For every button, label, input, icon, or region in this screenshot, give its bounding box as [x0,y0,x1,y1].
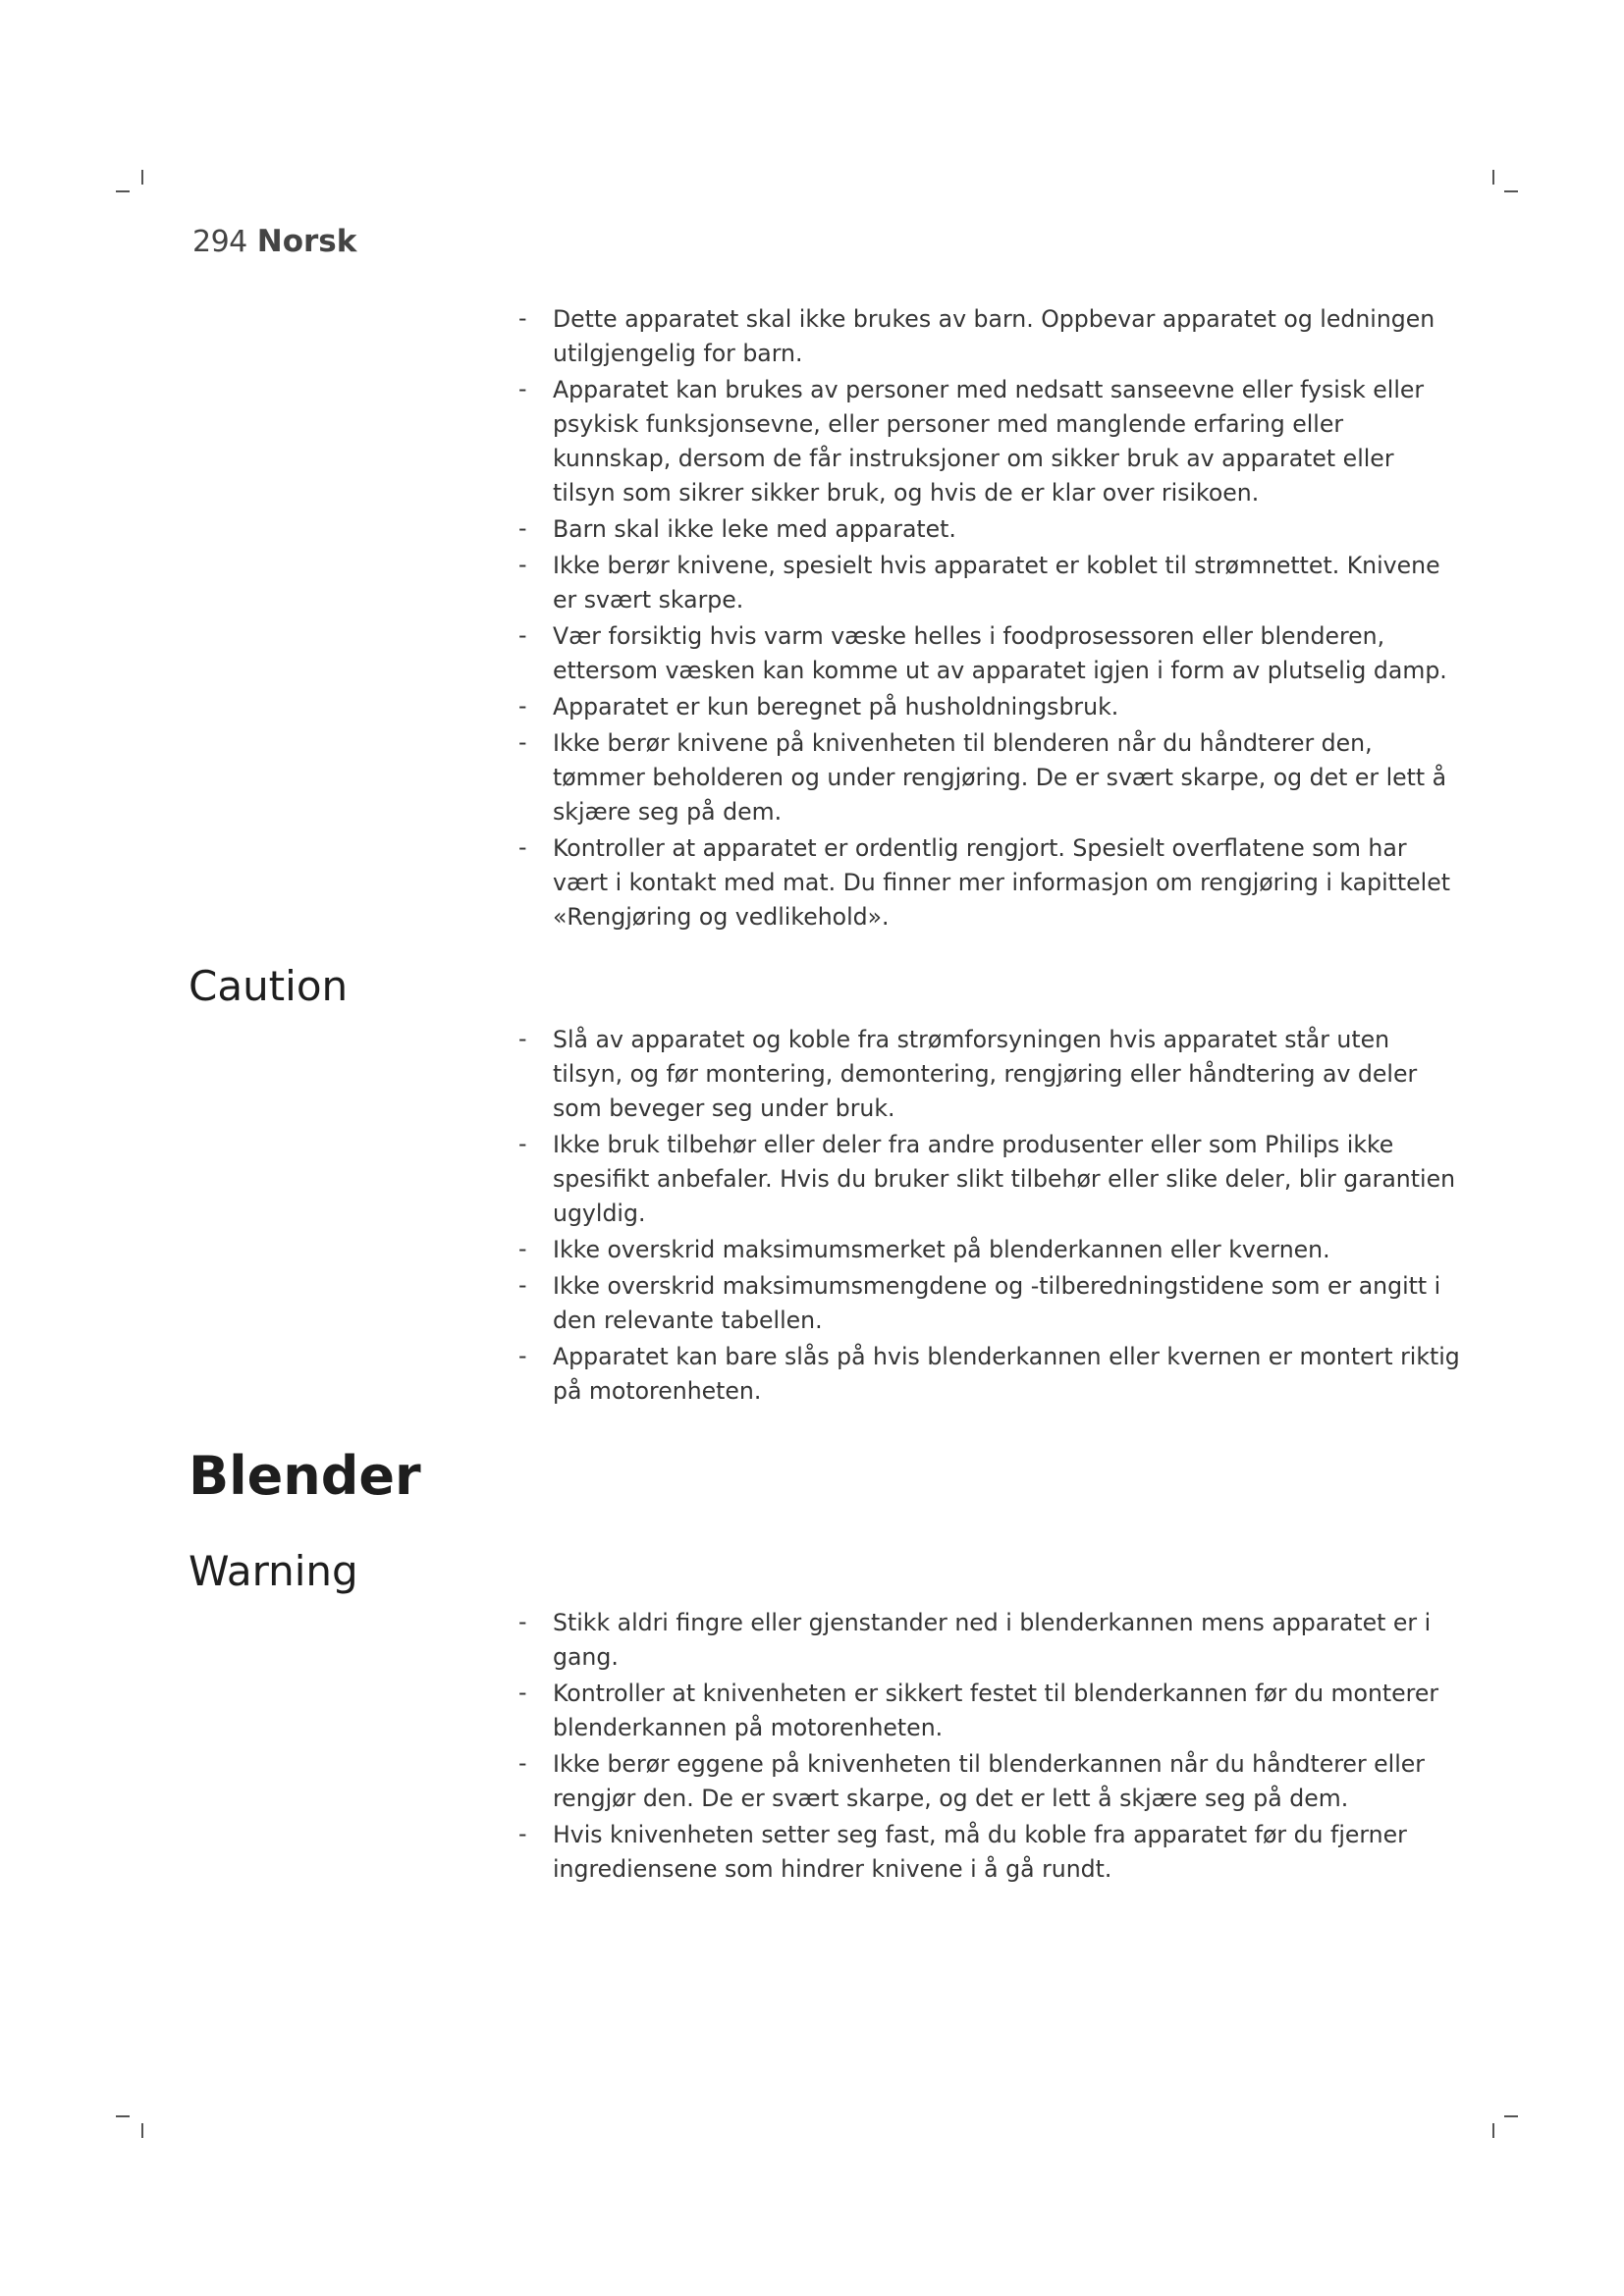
intro-safety-list [518,302,1461,936]
crop-mark-top-left-h [116,190,130,192]
crop-mark-top-left-v [141,170,143,185]
crop-mark-bottom-left-h [116,2115,130,2117]
list-item: - Apparatet kan brukes av personer med nedsatt sanseevne eller fysisk eller psykisk funksjonsevne, eller personer med manglende erfaring eller kunnskap, dersom de får instruksjoner om sikker bruk av apparatet eller tilsyn som sikrer sikker bruk, og hvis de er klar over risikoen. [518,373,1461,510]
crop-mark-top-right-v [1492,170,1494,185]
list-item: - Hvis knivenheten setter seg fast, må du koble fra apparatet før du fjerner ingrediensene som hindrer knivene i å gå rundt. [518,1818,1461,1887]
list-item: - Kontroller at knivenheten er sikkert festet til blenderkannen før du monterer blenderkannen på motorenheten. [518,1677,1461,1745]
list-item: - Ikke overskrid maksimumsmerket på blenderkannen eller kvernen. [518,1233,1461,1267]
list-item: - Stikk aldri fingre eller gjenstander ned i blenderkannen mens apparatet er i gang. [518,1606,1461,1675]
crop-mark-bottom-right-h [1504,2115,1518,2117]
caution-list [518,1023,1461,1411]
crop-mark-top-right-h [1504,190,1518,192]
blender-warning-list [518,1606,1461,1889]
list-item: - Slå av apparatet og koble fra strømforsyningen hvis apparatet står uten tilsyn, og før montering, demontering, rengjøring eller håndtering av deler som beveger seg under bruk. [518,1023,1461,1126]
list-item: - Vær forsiktig hvis varm væske helles i foodprosessoren eller blenderen, ettersom væsken kan komme ut av apparatet igjen i form av plutselig damp. [518,619,1461,688]
warning-heading: Warning [189,1547,358,1595]
crop-mark-bottom-left-v [141,2123,143,2138]
list-item: - Ikke berør knivene på knivenheten til blenderen når du håndterer den, tømmer beholderen og under rengjøring. De er svært skarpe, og det er lett å skjære seg på dem. [518,726,1461,829]
list-item: - Ikke berør eggene på knivenheten til blenderkannen når du håndterer eller rengjør den. De er svært skarpe, og det er lett å skjære seg på dem. [518,1747,1461,1816]
page-language: Norsk [256,224,357,259]
list-item: - Apparatet kan bare slås på hvis blenderkannen eller kvernen er montert riktig på motorenheten. [518,1340,1461,1409]
crop-mark-bottom-right-v [1492,2123,1494,2138]
list-item: - Dette apparatet skal ikke brukes av barn. Oppbevar apparatet og ledningen utilgjengelig for barn. [518,302,1461,371]
list-item: - Barn skal ikke leke med apparatet. [518,512,1461,547]
page-number: 294 [192,225,247,259]
page-header [192,224,356,259]
list-item: - Apparatet er kun beregnet på husholdningsbruk. [518,690,1461,724]
list-item: - Kontroller at apparatet er ordentlig rengjort. Spesielt overflatene som har vært i kontakt med mat. Du finner mer informasjon om rengjøring i kapittelet «Rengjøring og vedlikehold». [518,831,1461,934]
list-item: - Ikke overskrid maksimumsmengdene og -tilberedningstidene som er angitt i den relevante tabellen. [518,1269,1461,1338]
list-item: - Ikke bruk tilbehør eller deler fra andre produsenter eller som Philips ikke spesifikt anbefaler. Hvis du bruker slikt tilbehør eller slike deler, blir garantien ugyldig. [518,1128,1461,1231]
list-item: - Ikke berør knivene, spesielt hvis apparatet er koblet til strømnettet. Knivene er svært skarpe. [518,549,1461,617]
blender-heading: Blender [189,1445,421,1507]
caution-heading: Caution [189,962,349,1010]
